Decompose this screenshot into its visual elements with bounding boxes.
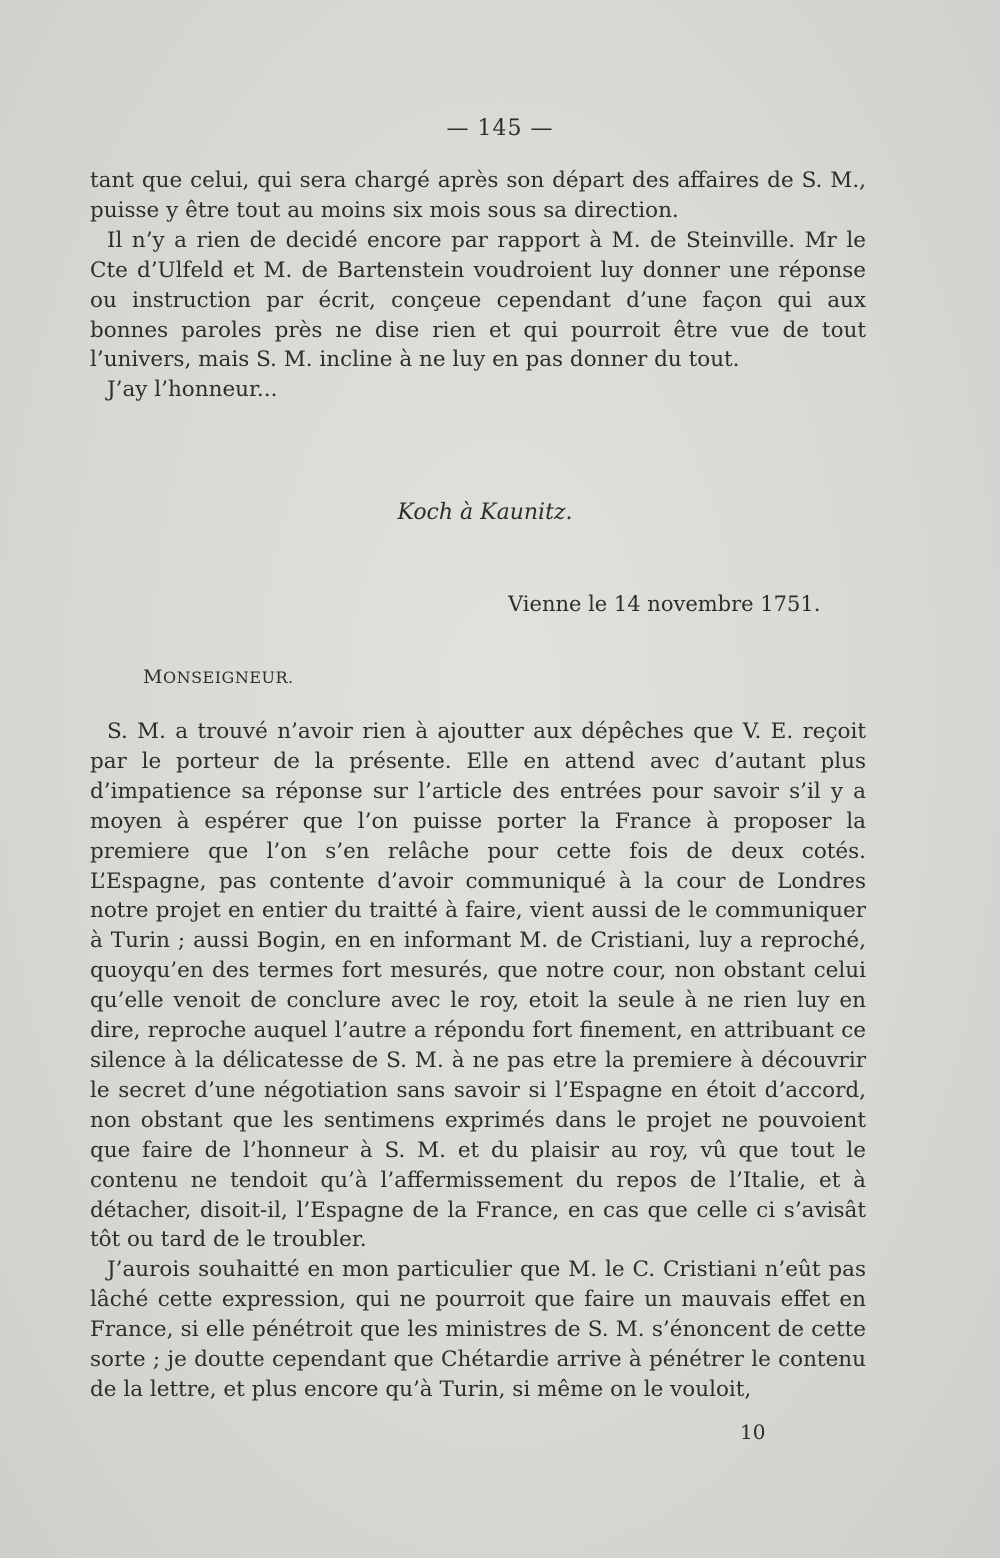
paragraph-continuation: tant que celui, qui sera chargé après son départ des affaires de S. M., puisse y être tout au moins six mois sous sa direction. <box>90 168 866 223</box>
letter-salutation <box>143 666 294 688</box>
text-block-letter <box>90 717 866 1405</box>
letter-date: Vienne le 14 novembre 1751. <box>508 592 821 616</box>
salutation-initial: M <box>143 666 163 688</box>
page-number-header: — 145 — <box>446 116 554 141</box>
signature-mark: 10 <box>740 1420 766 1444</box>
paragraph-closing: J’ay l’honneur... <box>107 377 278 403</box>
paragraph-letter-body: S. M. a trouvé n’avoir rien à ajoutter aux dépêches que V. E. reçoit par le porteur de la présente. Elle en attend avec d’autant plus d’impatience sa réponse sur l’article des entrées pour savoir s’il y a moyen à espérer que l’on puisse porter la France à proposer la premiere que l’on s’en relâche pour cette fois de deux cotés. L’Espagne, pas contente d’avoir communiqué à la cour de Londres notre projet en entier du traitté à faire, vient aussi de le communiquer à Turin ; aussi Bogin, en en informant M. de Cristiani, luy a reproché, quoyqu’en des termes fort mesurés, que notre cour, non obstant celui qu’elle venoit de conclure avec le roy, etoit la seule à ne rien luy en dire, reproche auquel l’autre a répondu fort finement, en attribuant ce silence à la délicatesse de S. M. à ne pas etre la premiere à découvrir le secret d’une négotiation sans savoir si l’Espagne en étoit d’accord, non obstant que les sentimens exprimés dans le projet ne pouvoient que faire de l’honneur à S. M. et du plaisir au roy, vû que tout le contenu ne tendoit qu’à l’affermissement du repos de l’Italie, et à détacher, disoit-il, l’Espagne de la France, en cas que celle ci s’avisât tôt ou tard de le troubler. <box>90 719 866 1253</box>
salutation-rest: ONSEIGNEUR. <box>162 668 294 687</box>
paragraph-letter-second: J’aurois souhaitté en mon particulier que M. le C. Cristiani n’eût pas lâché cette expression, qui ne pourroit que faire un mauvais effet en France, si elle pénétroit que les ministres de S. M. s’énoncent de cette sorte ; je doutte cependant que Chétardie arrive à pénétrer le contenu de la lettre, et plus encore qu’à Turin, si même on le vouloit, <box>90 1257 866 1402</box>
text-block-top <box>90 166 866 405</box>
paragraph-steinville: Il n’y a rien de decidé encore par rapport à M. de Steinville. Mr le Cte d’Ulfeld et M. de Bartenstein voudroient luy donner une réponse ou instruction par écrit, conçeue cependant d’une façon qui aux bonnes paroles près ne dise rien et qui pourroit être vue de tout l’univers, mais S. M. incline à ne luy en pas donner du tout. <box>90 227 866 373</box>
letter-title: Koch à Kaunitz. <box>397 500 573 525</box>
